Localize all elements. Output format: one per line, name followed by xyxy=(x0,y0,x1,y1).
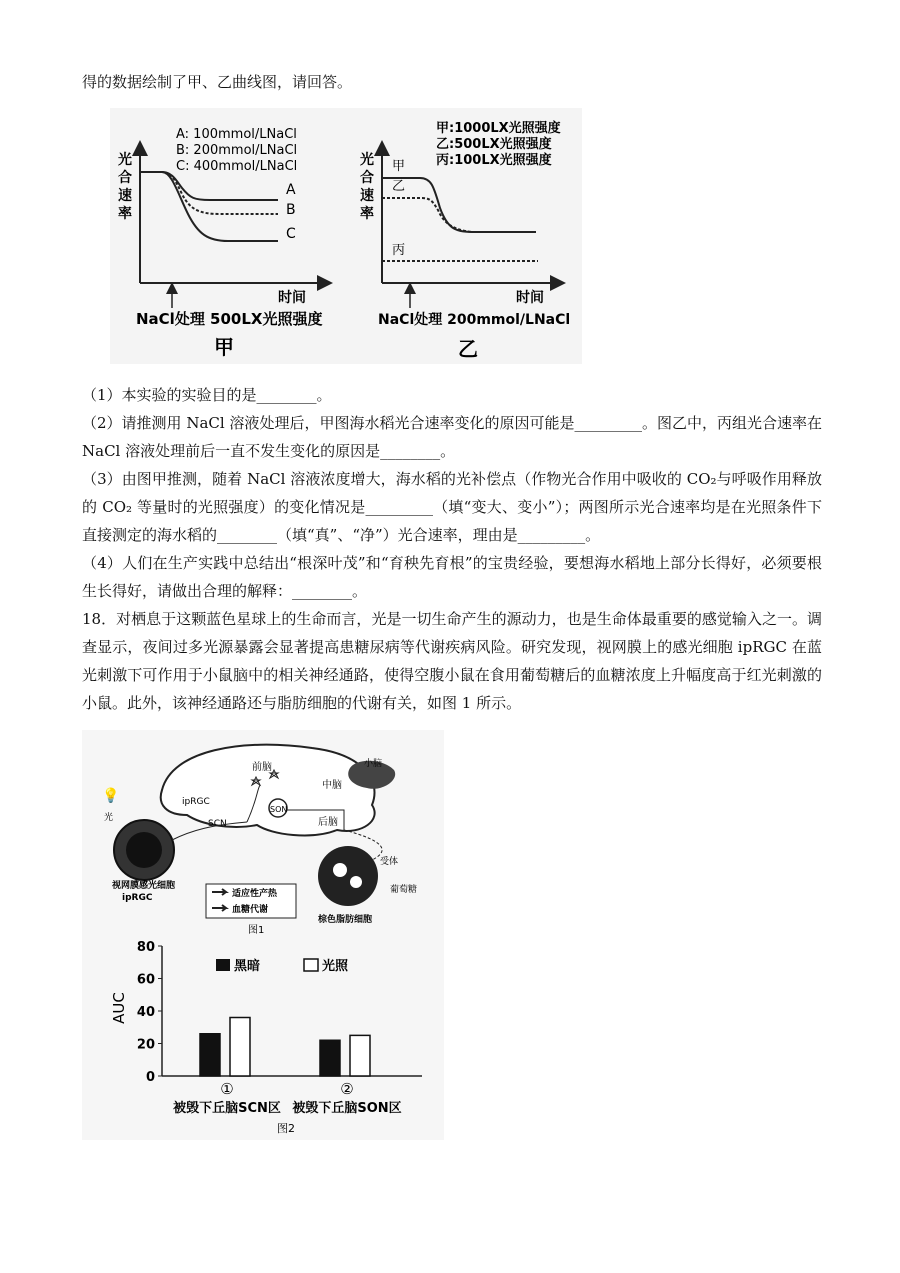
right-caption: 乙 xyxy=(458,337,478,361)
legend-dark-label: 黑暗 xyxy=(234,959,261,974)
cerebellum-label: 小脑 xyxy=(364,759,383,769)
right-ylabel-2: 合 xyxy=(360,170,374,186)
iprgc-brain-label: ipRGC xyxy=(182,797,210,807)
bar-light-2 xyxy=(350,1035,370,1076)
figure-brain xyxy=(82,730,444,938)
left-ylabel-3: 速 xyxy=(118,188,132,204)
glucose-label: 葡萄糖 xyxy=(390,885,418,895)
label-b: B xyxy=(286,202,296,218)
question-3: （3）由图甲推测，随着 NaCl 溶液浓度增大，海水稻的光补偿点（作物光合作用中吸收的 CO₂与呼吸作用释放的 CO₂ 等量时的光照强度）的变化情况是_________（填“变大、变小”）；两图所示光合速率均是在光照条件下直接测定的海水稻的________（填“真”、“净”）光合速率，理由是_________。 xyxy=(82,470,822,544)
figure-bar-chart xyxy=(82,938,444,1140)
question-4: （4）人们在生产实践中总结出“根深叶茂”和“育秧先育根”的宝贵经验，要想海水稻地上部分长得好，必须要根生长得好，请做出合理的解释：________。 xyxy=(82,554,822,600)
bar-dark-1 xyxy=(200,1034,220,1076)
figure-curves xyxy=(110,108,582,364)
midbrain-label: 中脑 xyxy=(322,780,342,791)
curves-svg xyxy=(110,108,582,364)
right-xlabel: 时间 xyxy=(516,290,544,306)
curve-a xyxy=(140,172,278,200)
brown-fat-label: 棕色脂肪细胞 xyxy=(318,915,373,925)
hindbrain-label: 后脑 xyxy=(318,817,338,828)
forebrain-label: 前脑 xyxy=(252,762,272,773)
left-ylabel-2: 合 xyxy=(118,170,132,186)
bar-group xyxy=(200,1018,370,1077)
question-18: 18．对栖息于这颗蓝色星球上的生命而言，光是一切生命产生的源动力，也是生命体最重要的感觉输入之一。调查显示，夜间过多光源暴露会显著提高患糖尿病等代谢疾病风险。研究发现，视网膜上的感光细胞 ipRGC 在蓝光刺激下可作用于小鼠脑中的相关神经通路，使得空腹小鼠在食用葡萄糖后的血糖浓度上升幅度高于红光刺激的小鼠。此外，该神经通路还与脂肪细胞的代谢有关，如图 1 所示。 xyxy=(82,610,822,712)
right-ylabel-3: 速 xyxy=(360,188,374,204)
legend-light-swatch xyxy=(304,959,318,971)
scn-label: SCN xyxy=(208,819,227,829)
category-2-label: 被毁下丘脑SON区 xyxy=(292,1101,402,1116)
y-tick-label: 60 xyxy=(136,972,155,988)
left-legend-a: A: 100mmol/LNaCl xyxy=(176,127,297,142)
category-1-label: 被毁下丘脑SCN区 xyxy=(173,1101,281,1116)
legend-light-label: 光照 xyxy=(322,959,349,974)
bar-ylabel: AUC xyxy=(110,992,128,1024)
legend-dark-swatch xyxy=(216,959,230,971)
bar-y-ticks xyxy=(137,940,162,1085)
y-tick-label: 40 xyxy=(136,1005,155,1020)
figure-1-caption: 图1 xyxy=(248,925,265,936)
category-2-marker: ② xyxy=(340,1080,354,1098)
retina-inner xyxy=(126,832,162,868)
left-xlabel: 时间 xyxy=(278,290,306,306)
category-1-marker: ① xyxy=(220,1080,234,1098)
legend-heat: 适应性产热 xyxy=(232,889,278,899)
right-ylabel-4: 率 xyxy=(360,206,374,222)
light-label: 光 xyxy=(104,813,114,823)
chart-right xyxy=(360,120,570,361)
fat-droplet-1 xyxy=(333,863,347,877)
question-2: （2）请推测用 NaCl 溶液处理后，甲图海水稻光合速率变化的原因可能是_________。图乙中，丙组光合速率在 NaCl 溶液处理前后一直不发生变化的原因是________。 xyxy=(82,414,822,460)
fat-droplet-2 xyxy=(350,876,362,888)
label-c: C xyxy=(286,226,296,242)
left-bottom-label: NaCl处理 500LX光照强度 xyxy=(136,310,323,328)
right-legend-bing: 丙:100LX光照强度 xyxy=(436,153,552,168)
left-legend-c: C: 400mmol/LNaCl xyxy=(176,159,298,174)
brain-svg xyxy=(82,730,444,938)
label-bing: 丙 xyxy=(392,243,406,258)
intro-text: 得的数据绘制了甲、乙曲线图，请回答。 xyxy=(82,73,353,91)
right-legend-jia: 甲:1000LX光照强度 xyxy=(436,121,561,136)
left-ylabel-1: 光 xyxy=(118,152,132,168)
brown-fat-cell xyxy=(318,846,378,906)
retina-label: 视网膜感光细胞 xyxy=(112,881,176,891)
questions-block xyxy=(82,381,822,717)
son-label: SON xyxy=(270,805,288,814)
chart-left xyxy=(118,127,325,359)
label-jia: 甲 xyxy=(392,159,406,174)
right-bottom-label: NaCl处理 200mmol/LNaCl xyxy=(378,312,571,328)
question-1: （1）本实验的实验目的是________。 xyxy=(82,386,332,404)
bar-dark-2 xyxy=(320,1040,340,1076)
left-legend-b: B: 200mmol/LNaCl xyxy=(176,143,298,158)
curve-b xyxy=(140,172,278,214)
curve-c xyxy=(140,172,278,241)
y-tick-label: 80 xyxy=(136,940,155,955)
y-tick-label: 0 xyxy=(145,1070,155,1085)
label-a: A xyxy=(286,182,296,198)
bar-light-1 xyxy=(230,1018,250,1077)
bar-chart-svg xyxy=(82,938,444,1140)
curve-yi xyxy=(382,198,476,232)
right-legend-yi: 乙:500LX光照强度 xyxy=(436,137,552,152)
legend-glucose: 血糖代谢 xyxy=(232,905,269,915)
left-caption: 甲 xyxy=(214,335,234,359)
retina-label-2: ipRGC xyxy=(122,893,153,903)
curve-jia xyxy=(382,178,536,232)
light-bulb-icon: 💡 xyxy=(102,788,120,804)
receptor-label: 受体 xyxy=(380,857,399,867)
left-ylabel-4: 率 xyxy=(118,206,132,222)
y-tick-label: 20 xyxy=(136,1037,155,1053)
figure-2-caption: 图2 xyxy=(277,1122,295,1135)
brain-outline xyxy=(161,745,375,836)
label-yi: 乙 xyxy=(392,179,406,194)
right-ylabel-1: 光 xyxy=(360,152,374,168)
